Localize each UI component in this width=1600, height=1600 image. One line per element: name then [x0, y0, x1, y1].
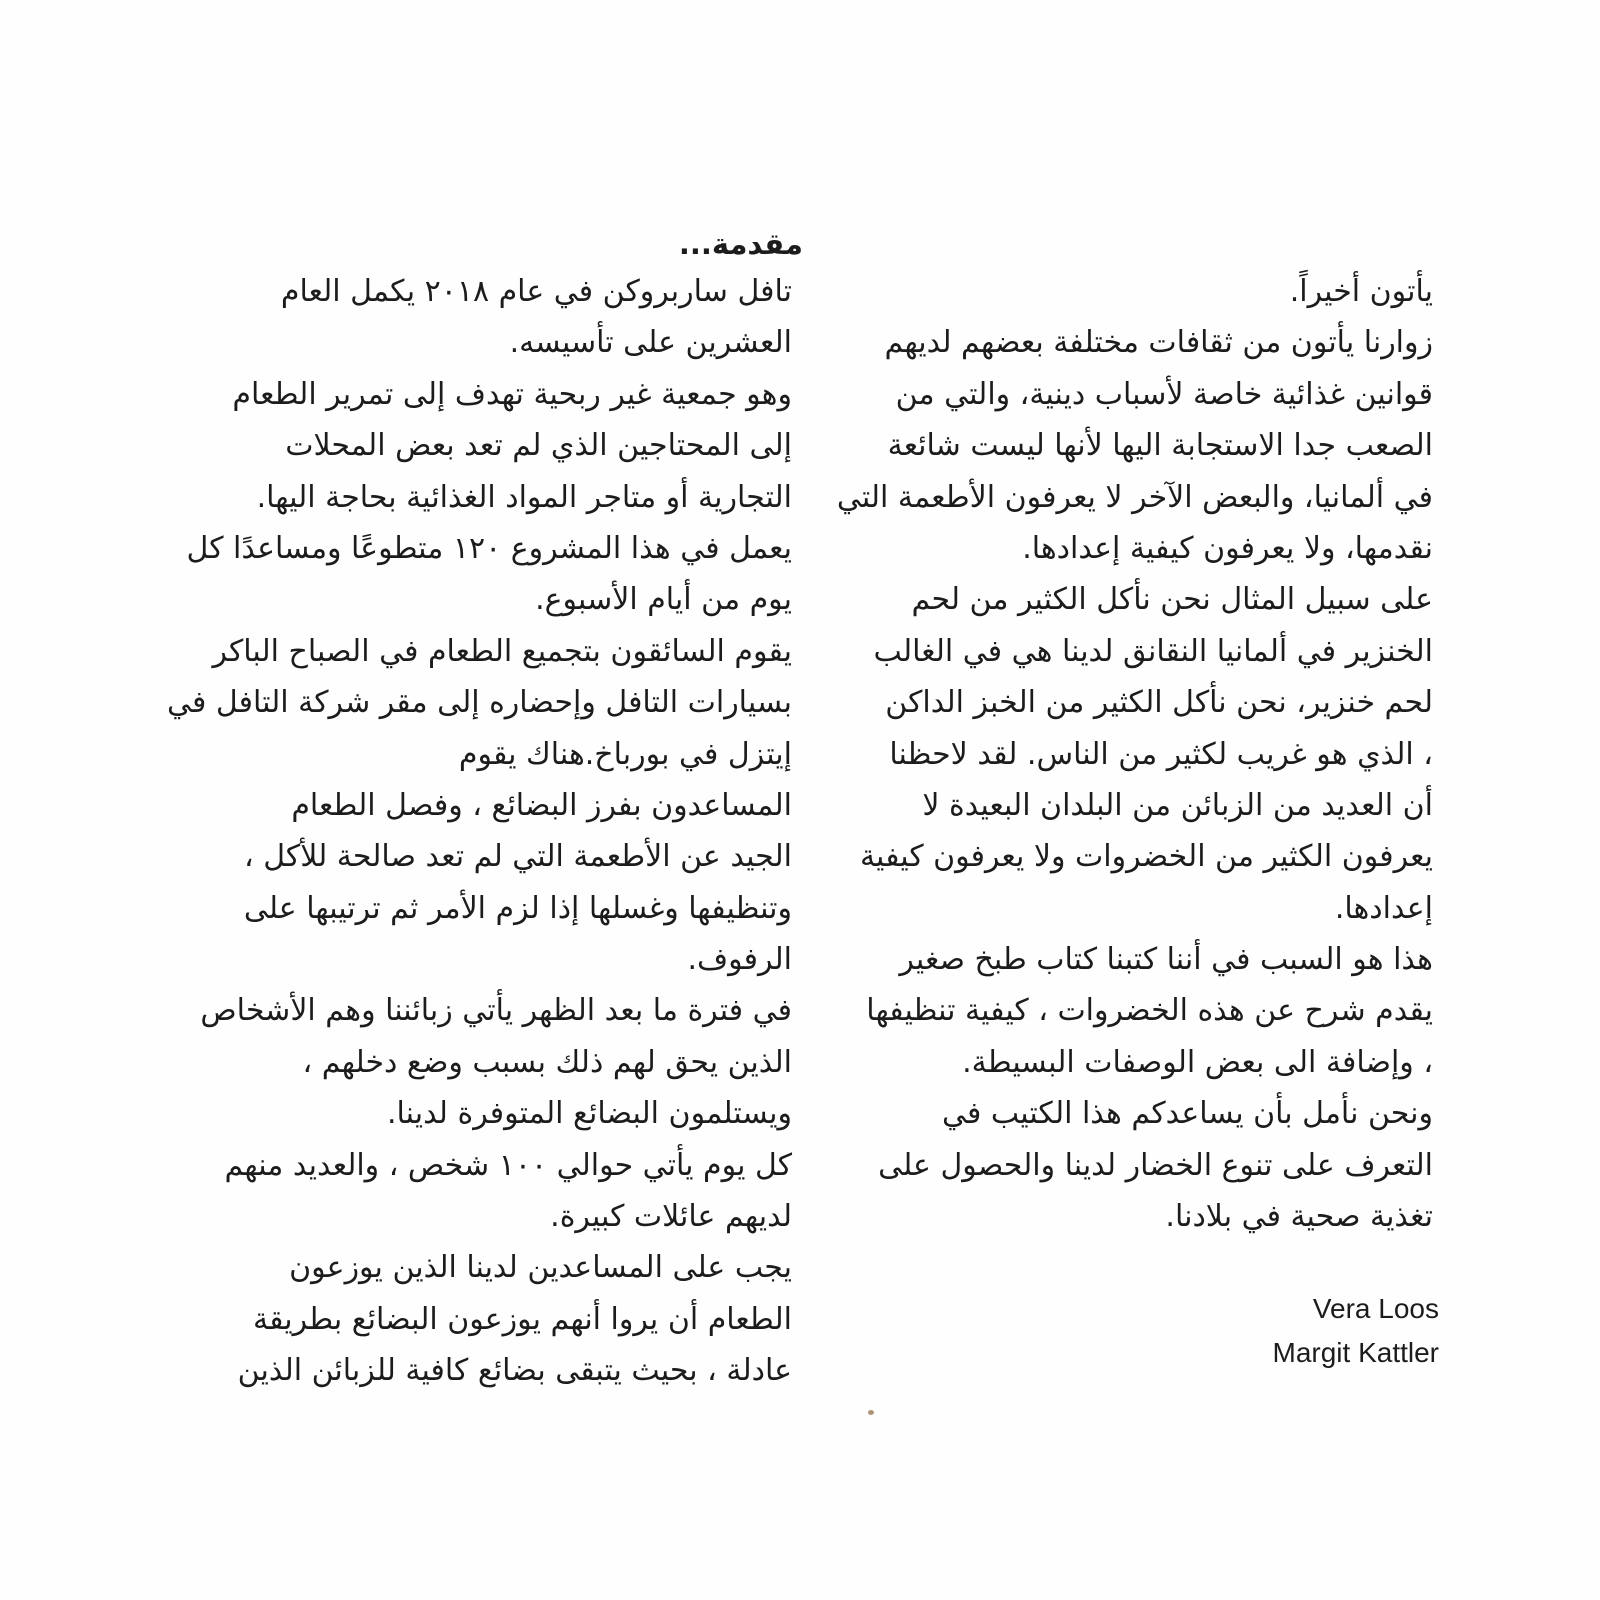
author-signature — [1273, 1287, 1440, 1375]
text-line: الرفوف. — [687, 942, 792, 978]
right-text-column — [833, 266, 1433, 1242]
text-line: زوارنا يأتون من ثقافات مختلفة بعضهم لديهم — [884, 325, 1433, 361]
text-line: الجيد عن الأطعمة التي لم تعد صالحة للأكل ، — [243, 839, 792, 875]
text-line: تافل ساربروكن في عام ٢٠١٨ يكمل العام — [280, 274, 792, 309]
text-line: يقوم السائقون بتجميع الطعام في الصباح الباكر — [212, 633, 792, 669]
text-line: يقدم شرح عن هذه الخضروات ، كيفية تنظيفها — [866, 993, 1433, 1029]
text-line: لديهم عائلات كبيرة. — [550, 1199, 792, 1235]
text-line: قوانين غذائية خاصة لأسباب دينية، والتي من — [895, 376, 1433, 412]
text-line: التعرف على تنوع الخضار لدينا والحصول على — [878, 1147, 1433, 1183]
left-text-column — [167, 266, 792, 1397]
text-line: يعمل في هذا المشروع ١٢٠ متطوعًا ومساعدًا كل — [186, 530, 792, 566]
text-line: المساعدون بفرز البضائع ، وفصل الطعام — [291, 787, 792, 823]
text-line: إعدادها. — [1334, 890, 1433, 926]
author-name: Vera Loos — [1312, 1293, 1439, 1324]
text-line: ويستلمون البضائع المتوفرة لدينا. — [386, 1096, 792, 1132]
text-line: ونحن نأمل بأن يساعدكم هذا الكتيب في — [941, 1096, 1433, 1132]
text-line: يجب على المساعدين لدينا الذين يوزعون — [289, 1250, 792, 1286]
text-line: عادلة ، بحيث يتبقى بضائع كافية للزبائن الذين — [237, 1353, 792, 1389]
text-line: التجارية أو متاجر المواد الغذائية بحاجة اليها. — [256, 479, 792, 515]
text-line: هذا هو السبب في أننا كتبنا كتاب طبخ صغير — [899, 942, 1433, 978]
text-line: وهو جمعية غير ربحية تهدف إلى تمرير الطعام — [232, 376, 792, 412]
text-line: الذين يحق لهم ذلك بسبب وضع دخلهم ، — [302, 1044, 792, 1080]
text-line: كل يوم يأتي حوالي ١٠٠ شخص ، والعديد منهم — [224, 1147, 792, 1183]
text-line: أن العديد من الزبائن من البلدان البعيدة لا — [922, 787, 1433, 823]
text-line: نقدمها، ولا يعرفون كيفية إعدادها. — [1022, 530, 1433, 566]
text-line: يوم من أيام الأسبوع. — [535, 582, 792, 618]
section-heading: مقدمة... — [678, 227, 803, 261]
text-line: الخنزير في ألمانيا النقانق لدينا هي في الغالب — [873, 633, 1433, 669]
author-name: Margit Kattler — [1272, 1337, 1439, 1368]
text-line: يعرفون الكثير من الخضروات ولا يعرفون كيفية — [859, 839, 1433, 875]
text-line: ، وإضافة الى بعض الوصفات البسيطة. — [962, 1044, 1433, 1080]
text-line: تغذية صحية في بلادنا. — [1165, 1199, 1433, 1235]
paper-speck — [868, 1410, 874, 1415]
text-line: على سبيل المثال نحن نأكل الكثير من لحم — [911, 582, 1433, 618]
text-line: الطعام أن يروا أنهم يوزعون البضائع بطريقة — [253, 1301, 792, 1337]
text-line: ، الذي هو غريب لكثير من الناس. لقد لاحظنا — [889, 736, 1433, 772]
text-line: في فترة ما بعد الظهر يأتي زبائننا وهم الأشخاص — [200, 993, 792, 1029]
text-line: إيتزل في بورباخ.هناك يقوم — [458, 736, 792, 772]
text-line: يأتون أخيراً. — [1289, 274, 1433, 309]
text-line: العشرين على تأسيسه. — [509, 325, 792, 361]
text-line: وتنظيفها وغسلها إذا لزم الأمر ثم ترتيبها على — [243, 890, 792, 926]
text-line: في ألمانيا، والبعض الآخر لا يعرفون الأطعمة التي — [836, 479, 1433, 515]
text-line: بسيارات التافل وإحضاره إلى مقر شركة التافل في — [167, 685, 792, 721]
text-line: لحم خنزير، نحن نأكل الكثير من الخبز الداكن — [885, 685, 1433, 721]
text-line: الصعب جدا الاستجابة اليها لأنها ليست شائعة — [887, 428, 1433, 464]
text-line: إلى المحتاجين الذي لم تعد بعض المحلات — [285, 428, 792, 464]
